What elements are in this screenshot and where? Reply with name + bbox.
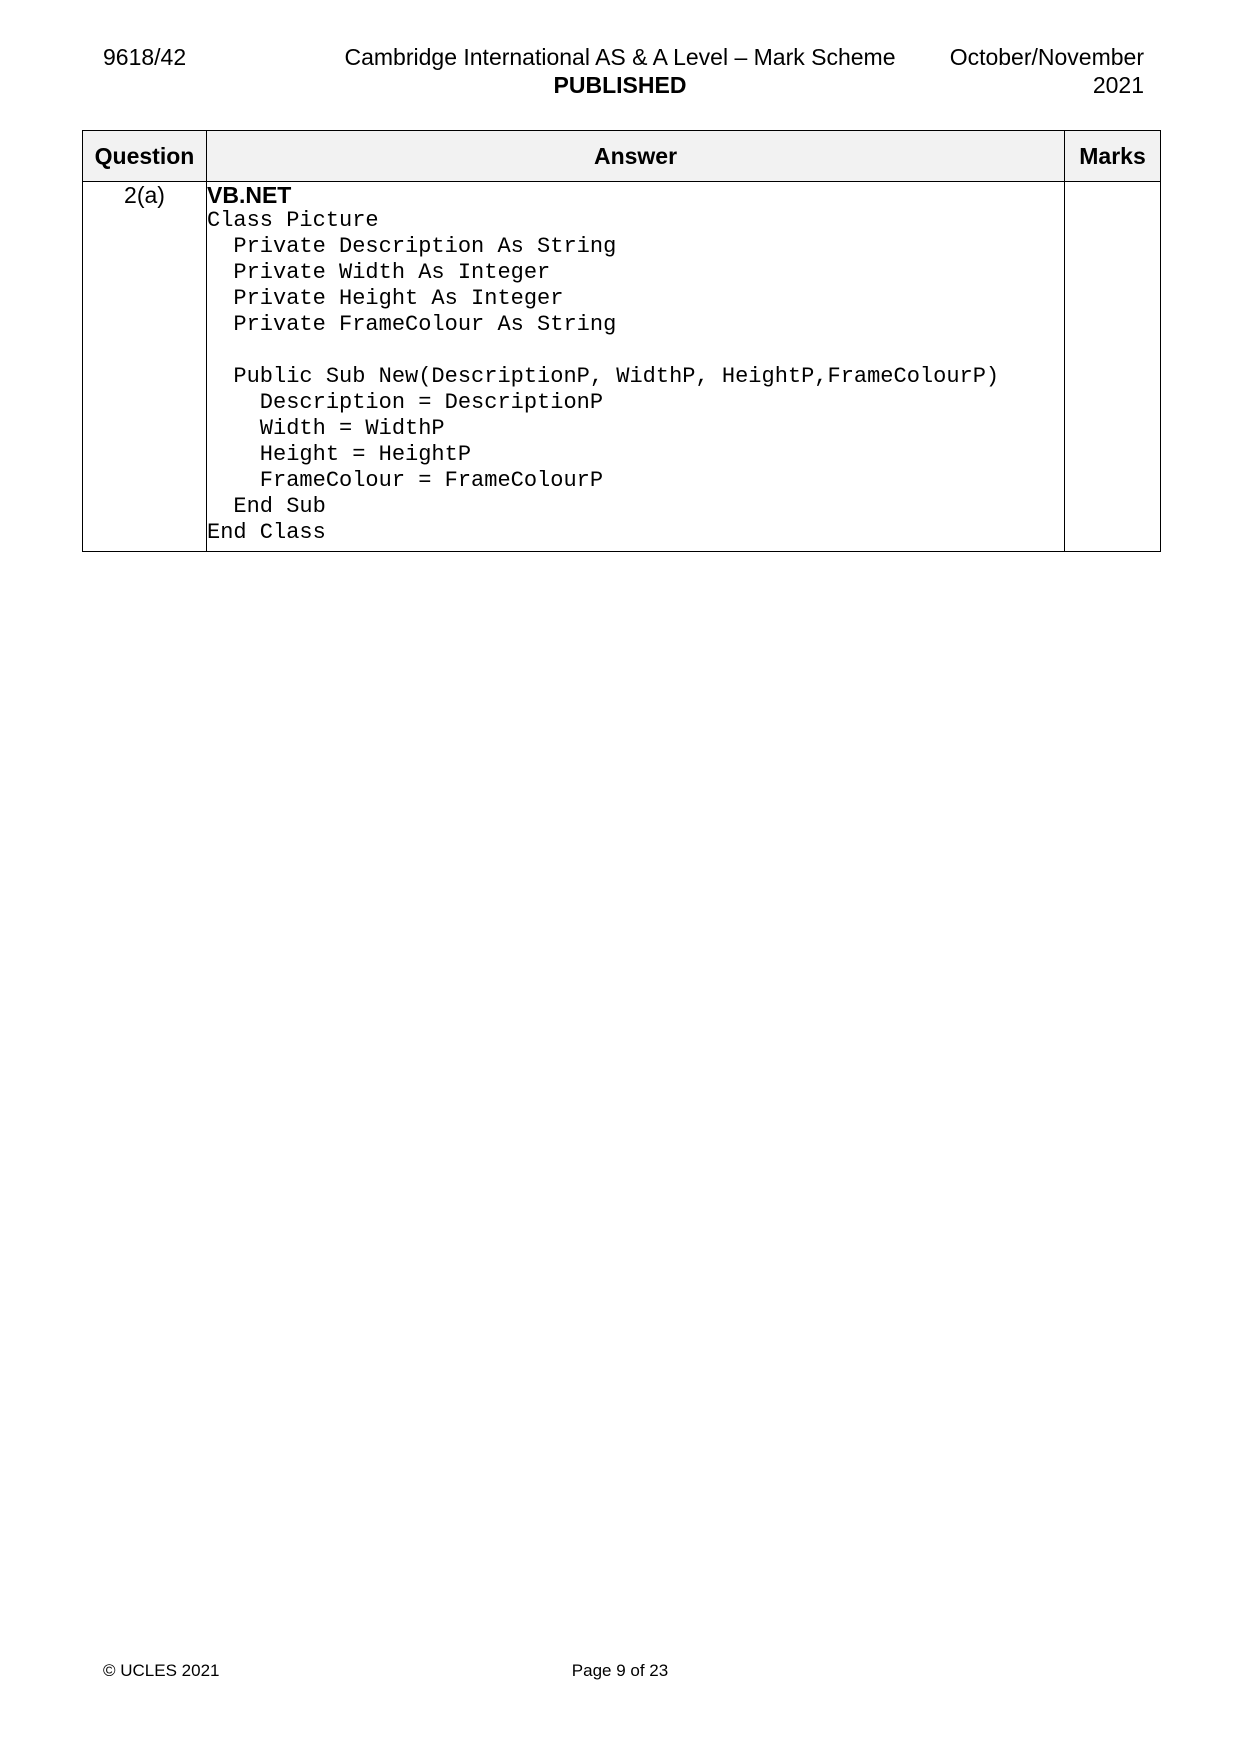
document-title-block (330, 43, 910, 99)
column-header-question: Question (83, 131, 207, 182)
marks-cell (1065, 182, 1161, 552)
column-header-marks: Marks (1065, 131, 1161, 182)
answer-cell (207, 182, 1065, 552)
page-number: Page 9 of 23 (571, 1661, 669, 1680)
copyright-notice: © UCLES 2021 (103, 1661, 220, 1680)
column-header-answer: Answer (207, 131, 1065, 182)
language-heading: VB.NET (207, 182, 292, 208)
published-label: PUBLISHED (553, 72, 687, 98)
document-title: Cambridge International AS & A Level – Mark Scheme (344, 44, 896, 70)
exam-session: October/November (949, 44, 1144, 70)
table-header-row (83, 131, 1161, 182)
code-block: Class Picture Private Description As String Private Width As Integer Private Height As Integer Private FrameColour As String Public Sub New(DescriptionP, WidthP, HeightP,FrameColourP) Description = DescriptionP Width = WidthP Height = HeightP FrameColour = FrameColourP End Sub End Class (207, 208, 1000, 545)
exam-year: 2021 (1092, 72, 1144, 98)
exam-session-block (950, 43, 1144, 99)
table-row (83, 182, 1161, 552)
question-number: 2(a) (83, 182, 207, 552)
mark-scheme-table (82, 130, 1161, 552)
paper-code: 9618/42 (103, 44, 187, 70)
